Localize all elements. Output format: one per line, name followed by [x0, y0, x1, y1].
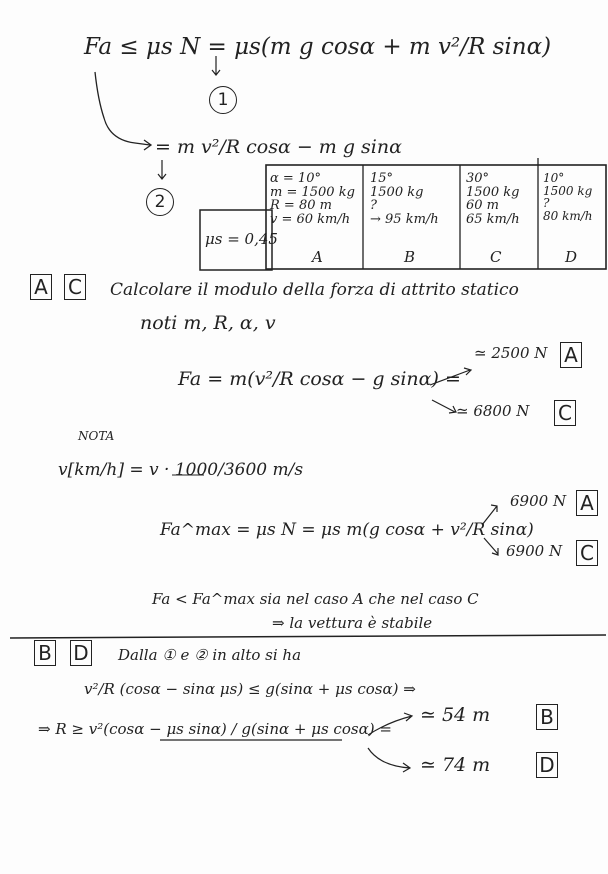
- section-tag-a: A: [30, 274, 52, 300]
- max-result-a-tag: A: [576, 490, 598, 516]
- nota-label: NOTA: [78, 429, 115, 443]
- task-knowns: noti m, R, α, v: [140, 312, 276, 334]
- friction-formula: Fa = m(v²/R cosα − g sinα) =: [178, 368, 461, 390]
- table-col-a-label: A: [312, 248, 323, 266]
- max-result-c-value: 6900 N: [506, 542, 563, 560]
- down-arrow-2: [158, 160, 166, 179]
- task-heading-ac: Calcolare il modulo della forza di attrito statico: [110, 280, 519, 300]
- equation-ref-1: 1: [209, 86, 237, 114]
- result-c-value: ≃ 6800 N: [456, 402, 530, 420]
- table-col-d: 10° 1500 kg ? 80 km/h: [543, 171, 593, 223]
- max-result-c-tag: C: [576, 540, 598, 566]
- table-col-d-label: D: [565, 248, 578, 266]
- equation-ref-2: 2: [146, 188, 174, 216]
- table-col-c-label: C: [490, 248, 502, 266]
- result-a-tag: A: [560, 342, 582, 368]
- section-tag-c: C: [64, 274, 86, 300]
- section-tag-d: D: [70, 640, 92, 666]
- mu-value: μs = 0,45: [205, 230, 278, 248]
- max-result-a-value: 6900 N: [510, 492, 567, 510]
- section-tag-b: B: [34, 640, 56, 666]
- radius-inequality: v²/R (cosα − sinα μs) ≤ g(sinα + μs cosα) ⇒: [84, 680, 416, 698]
- result-a-value: ≃ 2500 N: [474, 344, 548, 362]
- table-col-b-label: B: [404, 248, 416, 266]
- task-heading-bd: Dalla ① e ② in alto si ha: [118, 646, 302, 664]
- result-c-tag: C: [554, 400, 576, 426]
- eq-friction-needed: = m v²/R cosα − m g sinα: [155, 136, 402, 158]
- radius-result-d-tag: D: [536, 752, 558, 778]
- max-friction-formula: Fa^max = μs N = μs m(g cosα + v²/R sinα): [160, 520, 534, 540]
- section-divider: [10, 635, 606, 638]
- connector-arrow-1: [95, 72, 150, 145]
- radius-result-d-value: ≃ 74 m: [420, 754, 491, 776]
- radius-result-b-value: ≃ 54 m: [420, 704, 491, 726]
- comparison-statement: Fa < Fa^max sia nel caso A che nel caso C: [152, 590, 479, 608]
- stability-conclusion: ⇒ la vettura è stabile: [272, 614, 433, 632]
- table-col-a: α = 10° m = 1500 kg R = 80 m v = 60 km/h: [270, 171, 355, 227]
- unit-conversion: v[km/h] = v · 1000/3600 m/s: [58, 460, 304, 480]
- radius-result-b-tag: B: [536, 704, 558, 730]
- radius-formula: ⇒ R ≥ v²(cosα − μs sinα) / g(sinα + μs cosα) =: [38, 720, 392, 738]
- table-col-b: 15° 1500 kg ? → 95 km/h: [370, 171, 439, 227]
- table-col-c: 30° 1500 kg 60 m 65 km/h: [466, 171, 520, 227]
- eq-friction-limit: Fa ≤ μs N = μs(m g cosα + m v²/R sinα): [84, 34, 552, 60]
